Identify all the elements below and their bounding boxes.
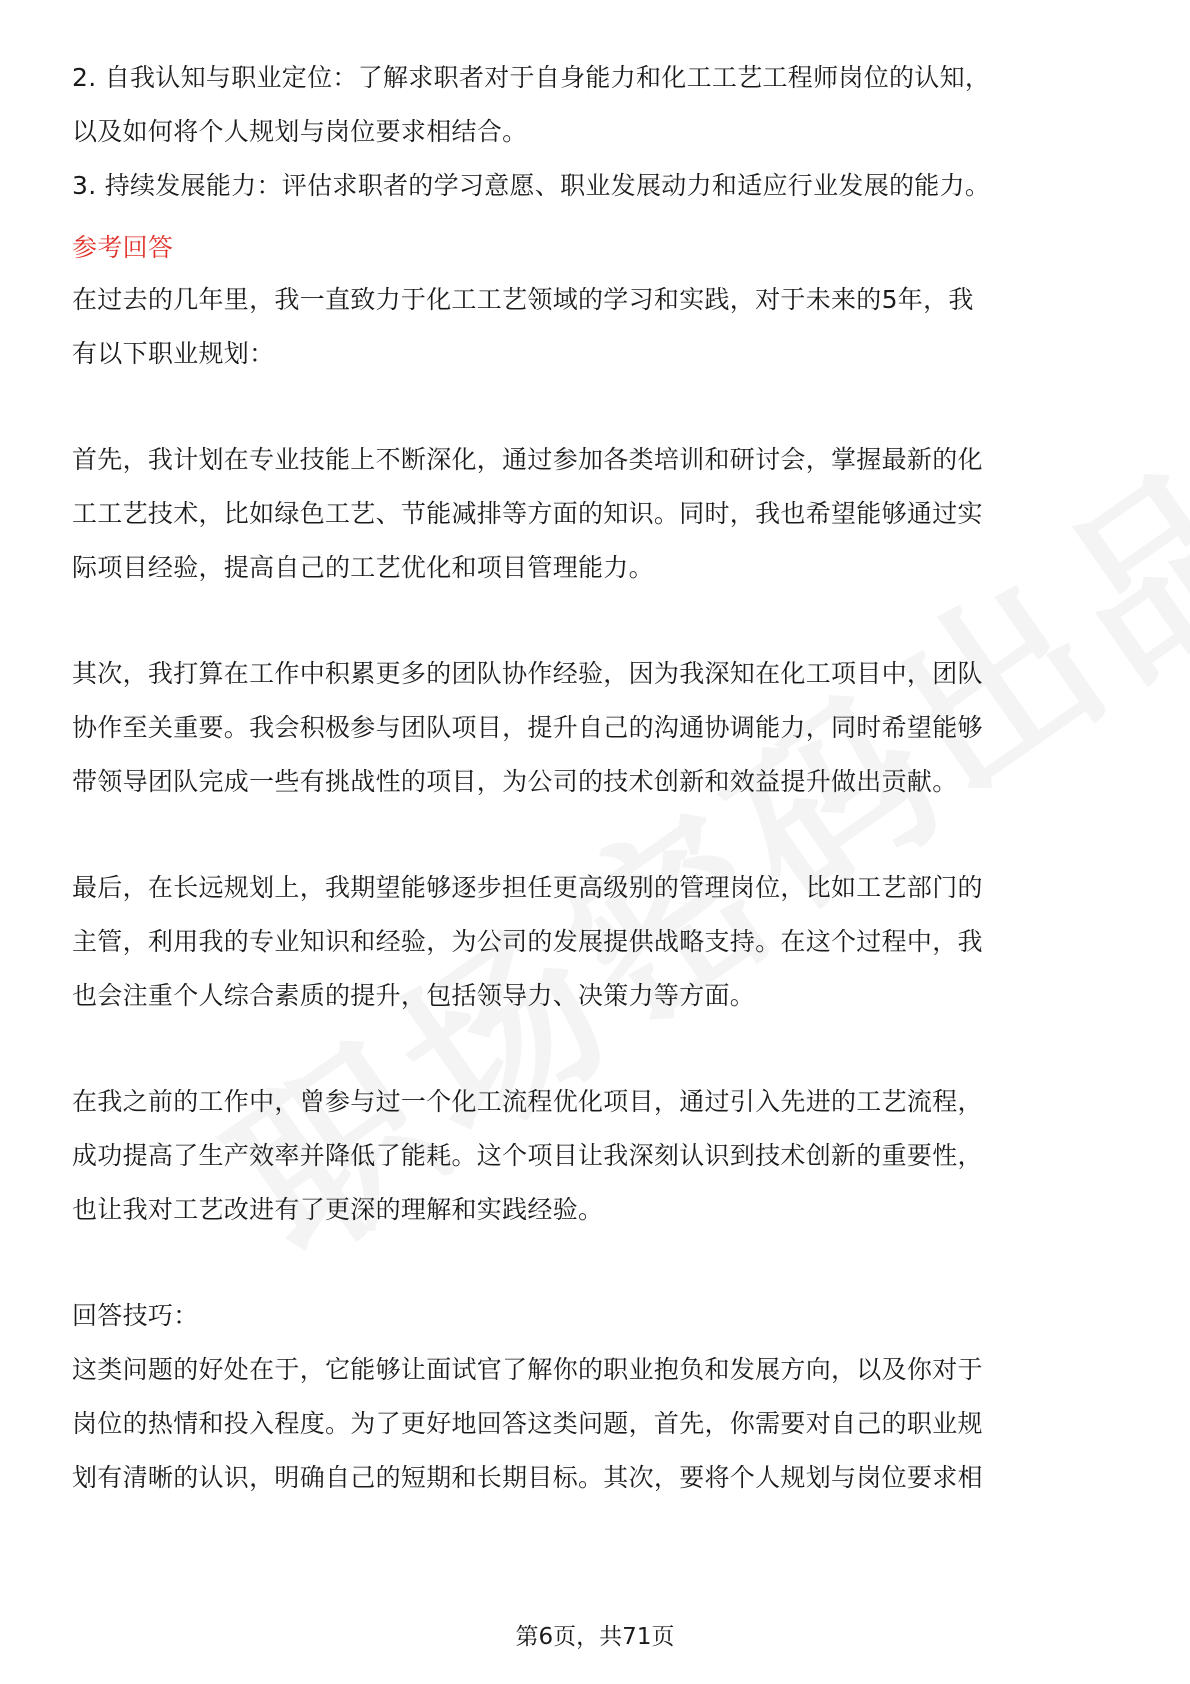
paragraph-line: 在我之前的工作中，曾参与过一个化工流程优化项目，通过引入先进的工艺流程， [72,1087,983,1116]
tips-line: 岗位的热情和投入程度。为了更好地回答这类问题，首先，你需要对自己的职业规 [72,1409,983,1438]
tips-line: 划有清晰的认识，明确自己的短期和长期目标。其次，要将个人规划与岗位要求相 [72,1463,983,1492]
page-footer: 第6页，共71页 [515,1624,675,1650]
paragraph-line: 最后，在长远规划上，我期望能够逐步担任更高级别的管理岗位，比如工艺部门的 [72,873,983,902]
paragraph-line: 带领导团队完成一些有挑战性的项目，为公司的技术创新和效益提升做出贡献。 [72,767,958,796]
paragraph-line: 成功提高了生产效率并降低了能耗。这个项目让我深刻认识到技术创新的重要性， [72,1141,983,1170]
paragraph-line: 工工艺技术，比如绿色工艺、节能减排等方面的知识。同时，我也希望能够通过实 [72,499,983,528]
criteria-line: 2. 自我认知与职业定位：了解求职者对于自身能力和化工工艺工程师岗位的认知， [72,63,991,92]
answer-intro-line: 有以下职业规划： [72,339,275,368]
answer-intro-line: 在过去的几年里，我一直致力于化工工艺领域的学习和实践，对于未来的5年，我 [72,285,974,314]
paragraph-line: 协作至关重要。我会积极参与团队项目，提升自己的沟通协调能力，同时希望能够 [72,713,983,742]
paragraph-line: 主管，利用我的专业知识和经验，为公司的发展提供战略支持。在这个过程中，我 [72,927,983,956]
paragraph-line: 其次，我打算在工作中积累更多的团队协作经验，因为我深知在化工项目中，团队 [72,659,983,688]
criteria-line: 以及如何将个人规划与岗位要求相结合。 [72,117,528,146]
answer-heading: 参考回答 [72,233,174,262]
tips-line: 这类问题的好处在于，它能够让面试官了解你的职业抱负和发展方向，以及你对于 [72,1355,983,1384]
paragraph-line: 际项目经验，提高自己的工艺优化和项目管理能力。 [72,553,654,582]
paragraph-line: 也会注重个人综合素质的提升，包括领导力、决策力等方面。 [72,981,756,1010]
paragraph-line: 也让我对工艺改进有了更深的理解和实践经验。 [72,1195,604,1224]
tips-heading: 回答技巧： [72,1301,199,1330]
criteria-line: 3. 持续发展能力：评估求职者的学习意愿、职业发展动力和适应行业发展的能力。 [72,171,991,200]
paragraph-line: 首先，我计划在专业技能上不断深化，通过参加各类培训和研讨会，掌握最新的化 [72,445,983,474]
